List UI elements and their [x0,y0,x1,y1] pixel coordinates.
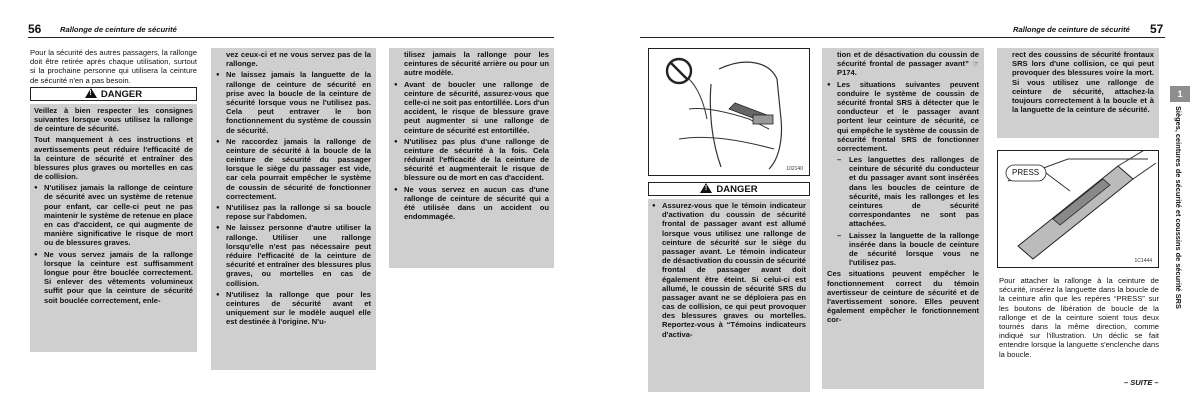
dash-item: – Laissez la languette de la rallonge insérée dans la boucle de ceinture de sécurité lorsque vous ne l'utilisez pas. [837,231,979,268]
chapter-tab-label: Sièges, ceintures de sécurité et coussins de sécurité SRS [1173,106,1183,309]
running-title-left: Rallonge de ceinture de sécurité [60,25,177,34]
figure-code: 1C1444 [1134,257,1152,264]
list-item: ● Avant de boucler une rallonge de ceinture de sécurité, assurez-vous que celle-ci ne soit pas entortillée. Lors d'un accident, le risque de blessure grave peut augmenter si une rallonge de ceinture de sécurité est entortillée. [394,80,549,135]
paragraph: Pour attacher la rallonge à la ceinture de sécurité, insérez la languette dans la boucle de la ceinture afin que les repères “PRESS” sur les boutons de libération de boucle de la rallonge et de la ceinture soient tous deux tournés dans la même direction, comme indiqué sur l'illustration. Un déclic se fait entendre lorsque la languette s'enclenche dans la boucle. [999,276,1159,359]
list-item: ● N'utilisez pas plus d'une rallonge de ceinture de sécurité à la fois. Cela réduirait l'efficacité de la ceinture de sécurité et augmenterait le risque de blessure ou de mort en cas d'accident. [394,137,549,183]
list-item: ● Ne vous servez en aucun cas d'une rallonge de ceinture de sécurité qui a été utilisée dans un accident ou endommagée. [394,185,549,222]
right-col-1 [648,182,810,392]
figure-code: 102140 [786,165,803,172]
paragraph: Ces situations peuvent empêcher le fonctionnement correct du témoin avertisseur de ceinture de sécurité et de l'avertissement sonore. Elles peuvent également empêcher le fonctionnement cor- [827,269,979,325]
press-illustration [997,150,1159,268]
continued-marker: – SUITE – [1124,378,1159,387]
list-item: ● N'utilisez pas la rallonge si sa boucle repose sur l'abdomen. [216,203,371,221]
seat-belt-extender-illustration [649,49,809,175]
list-item: ● N'utilisez jamais la rallonge de ceinture de sécurité avec un système de retenue pour enfant, car celle-ci peut ne pas maintenir le système de retenue en place en cas d'accident, ce qui augmente de manière significative le risque de mort ou de blessures graves. [34,183,193,247]
left-col-2 [211,48,376,370]
header-rule-right [640,37,1165,38]
danger-box-left [30,104,197,352]
press-label: PRESS [1012,168,1040,177]
danger-paragraph: Veillez à bien respecter les consignes suivantes lorsque vous utilisez la rallonge de ceinture de sécurité. [34,105,193,134]
danger-label: DANGER [100,88,143,100]
page-number-right: 57 [1150,22,1164,36]
page-number-left: 56 [28,22,42,36]
right-col-2 [822,48,984,389]
left-col-3 [389,48,554,268]
intro-paragraph: Pour la sécurité des autres passagers, la rallonge doit être retirée après chaque utilisation, surtout si la prochaine personne qui utilisera la ceinture de sécurité n'en a pas besoin. [30,48,197,85]
danger-header [30,87,197,101]
continued-text: vez ceux-ci et ne vous servez pas de la rallonge. [226,50,371,69]
list-item: ● Les situations suivantes peuvent conduire le système de coussin de sécurité frontal SRS à détecter que le conducteur et le passager avant portent leur ceinture de sécurité, ce qui empêche le système de coussin de sécurité frontal SRS de fonctionner correctement. [827,80,979,154]
danger-header [648,182,810,196]
list-item: ● N'utilisez la rallonge que pour les ceintures de sécurité avant et uniquement sur le modèle auquel elle est destinée à l'origine. N'u- [216,290,371,327]
left-col-1 [30,48,197,352]
list-item: ● Assurez-vous que le témoin indicateur d'activation du coussin de sécurité frontal de passager avant est allumé lorsque vous utilisez une rallonge de ceinture de sécurité sur le siège du passager avant. Le témoin indicateur de désactivation du coussin de sécurité frontal de passager avant doit également être éteint. Si celui-ci est allumé, le coussin de sécurité SRS du passager avant ne se déploiera pas en cas de collision, ce qui peut provoquer des blessures graves ou mortelles. Reportez-vous à “Témoins indicateurs d'activa- [652,201,806,339]
warning-triangle-icon [700,183,712,193]
danger-box-right [648,199,810,392]
list-item: ● Ne laissez personne d'autre utiliser la rallonge. Utiliser une rallonge lorsqu'elle n'est pas nécessaire peut réduire l'efficacité de la ceinture de sécurité et entraîner des blessures plus graves, ou mortelles en cas de collision. [216,223,371,287]
list-item: ● Ne vous servez jamais de la rallonge lorsque la ceinture est suffisamment longue pour être bouclée correctement. Si enlever des vêtements volumineux suffit pour que la ceinture de sécurité soit bouclée correctement, enle- [34,250,193,305]
list-item: ● Ne laissez jamais la languette de la rallonge de ceinture de sécurité en prise avec la boucle de la ceinture de sécurité lorsque vous ne l'utilisez pas. Cela peut entraver le bon fonctionnement du système de coussin de sécurité. [216,70,371,134]
danger-label: DANGER [716,184,758,195]
danger-paragraph: Tout manquement à ces instructions et avertissements peut réduire l'efficacité de la ceinture de sécurité et entraîner des blessures plus graves ou mortelles en cas de collision. [34,135,193,182]
list-item: ● Ne raccordez jamais la rallonge de ceinture de sécurité à la boucle de la ceinture de sécurité du passager lorsque le siège du passager est vide, car cela pourrait empêcher le système de coussin de sécurité de fonctionner correctement. [216,137,371,201]
dash-item: – Les languettes des rallonges de ceinture de sécurité du conducteur et du passager avant sont insérées dans les boucles de ceinture de sécurité, mais les rallonges et les ceintures de sécurité correspondantes ne sont pas attachées. [837,155,979,229]
continued-text: tion et de désactivation du coussin de sécurité frontal de passager avant” ☞P174. [837,50,979,78]
chapter-tab: 1 [1170,86,1190,102]
warning-triangle-icon [85,88,97,98]
header-rule-left [28,37,554,38]
right-col-3-text [999,276,1159,361]
continued-text: tilisez jamais la rallonge pour les ceintures de sécurité arrière ou pour un autre modèle. [404,50,549,78]
continued-text: rect des coussins de sécurité frontaux SRS lors d'une collision, ce qui peut provoquer des blessures voire la mort. Si vous utilisez une rallonge de ceinture de sécurité, attachez-la toujours correctement à la boucle et à la languette de la ceinture de sécurité. [1012,50,1154,115]
right-col-3-shaded [997,48,1159,138]
seat-illustration [648,48,810,176]
running-title-right: Rallonge de ceinture de sécurité [1013,25,1130,34]
